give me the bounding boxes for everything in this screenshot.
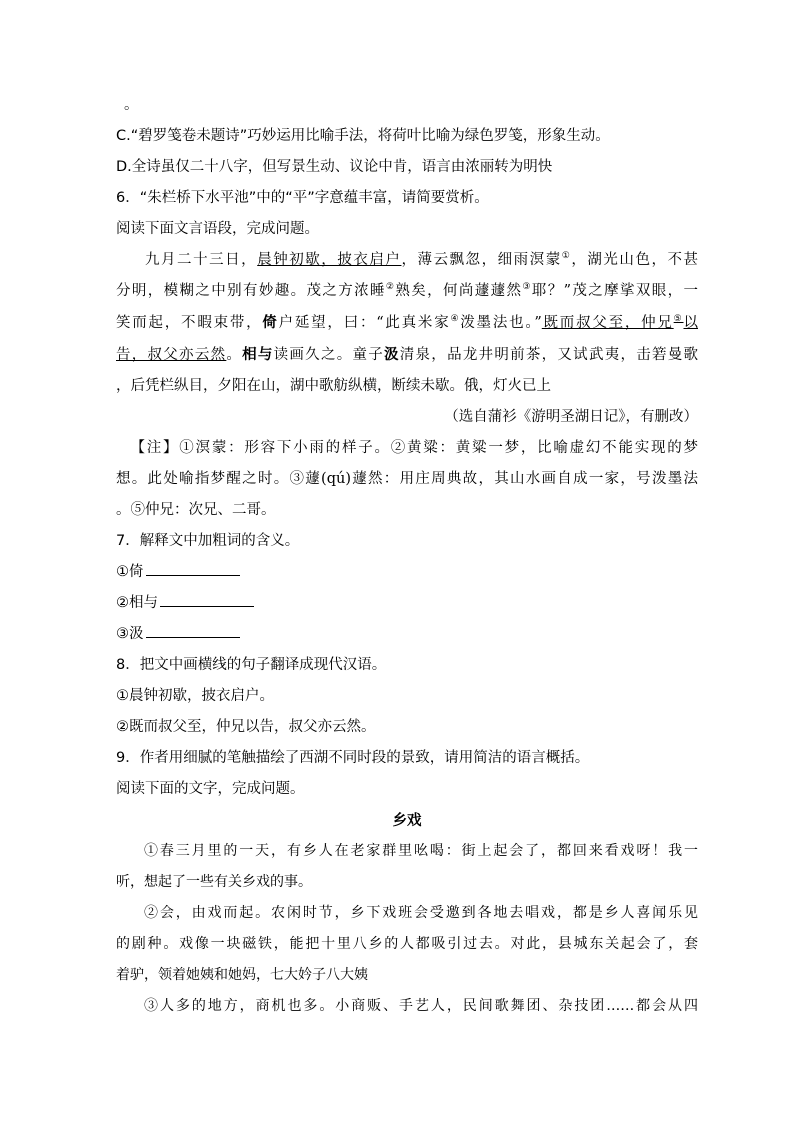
- q7-item-2: ②相与: [116, 588, 698, 619]
- classical-source: （选自蒲衫《游明圣湖日记》，有删改）: [444, 409, 698, 425]
- q8-item-2: ②既而叔父至，仲兄以告，叔父亦云然。: [116, 719, 376, 735]
- classical-line-4: 告，叔父亦云然。相与读画久之。童子汲清泉，品龙井明前茶，又试武夷，击箬曼歌: [116, 346, 699, 363]
- q7-item-3: ③汲: [116, 619, 698, 650]
- classical-line-1: 九月二十三日，晨钟初歇，披衣启户，薄云飘忽，细雨溟蒙①，湖光山色，不甚: [145, 251, 699, 268]
- question-7: 7．解释文中加粗词的含义。: [116, 533, 300, 549]
- note-line-3: 。⑤仲兄：次兄、二哥。: [116, 502, 276, 518]
- classical-intro: 阅读下面文言语段，完成问题。: [116, 221, 319, 237]
- passage-p2-line-3: 着驴，领着她姨和她妈，七大妗子八大姨: [116, 967, 368, 983]
- passage-p2-line-2: 的剧种。戏像一块磁铁，能把十里八乡的人都吸引过去。对此，县城东关起会了，套: [116, 936, 698, 952]
- answer-blank[interactable]: [146, 623, 240, 639]
- fragment-line: 。: [124, 97, 139, 113]
- passage-p3-line-1: ③人多的地方，商机也多。小商贩、手艺人，民间歌舞团、杂技团……都会从四: [144, 998, 698, 1014]
- classical-line-2: 分明，模糊之中别有妙趣。茂之方浓睡②熟矣，何尚蘧蘧然③耶？”茂之摩挲双眼，一: [116, 282, 699, 299]
- option-d: D.全诗虽仅二十八字，但写景生动、议论中肯，语言由浓丽转为明快: [116, 159, 553, 175]
- q8-item-1: ①晨钟初歇，披衣启户。: [116, 688, 274, 704]
- passage-p1-line-2: 听，想起了一些有关乡戏的事。: [116, 874, 312, 890]
- option-c: C.“碧罗笺卷未题诗”巧妙运用比喻手法，将荷叶比喻为绿色罗笺，形象生动。: [116, 128, 610, 144]
- passage-p1-line-1: ①春三月里的一天，有乡人在老家群里吆喝：街上起会了，都回来看戏呀！我一: [144, 843, 698, 859]
- question-9: 9．作者用细腻的笔触描绘了西湖不同时段的景致，请用简洁的语言概括。: [116, 750, 590, 766]
- underlined-sentence-2-end: 告，叔父亦云然: [116, 347, 227, 363]
- bold-word-xiangyu: 相与: [242, 346, 274, 363]
- classical-line-5: ，后凭栏纵目，夕阳在山，湖中歌舫纵横，断续未歇。俄，灯火已上: [116, 378, 551, 394]
- note-line-1: 【注】①溟蒙：形容下小雨的样子。②黄粱：黄粱一梦，比喻虚幻不能实现的梦: [130, 440, 698, 456]
- answer-blank[interactable]: [160, 592, 254, 608]
- question-6: 6．“朱栏桥下水平池”中的“平”字意蕴丰富，请简要赏析。: [116, 190, 489, 206]
- answer-blank[interactable]: [146, 561, 240, 577]
- q7-item-1: ①倚: [116, 557, 698, 588]
- exam-page: [116, 90, 698, 1022]
- question-8: 8．把文中画横线的句子翻译成现代汉语。: [116, 657, 387, 673]
- bold-word-ji: 汲: [384, 346, 400, 363]
- classical-line-3: 笑而起，不暇束带，倚户延望，曰：“此真米家④泼墨法也。”既而叔父至，仲兄⑤以: [116, 314, 698, 331]
- modern-passage: [116, 836, 698, 1022]
- underlined-sentence-1: 晨钟初歇，披衣启户: [257, 252, 402, 268]
- passage-title: 乡戏: [392, 812, 422, 829]
- bold-word-yi: 倚: [262, 314, 279, 331]
- note-line-2: 想。此处喻指梦醒之时。③蘧(qú)蘧然：用庄周典故，其山水画自成一家，号泼墨法: [116, 471, 698, 487]
- modern-intro: 阅读下面的文字，完成问题。: [116, 781, 305, 797]
- underlined-sentence-2-start: 既而叔父至，仲兄: [541, 315, 674, 331]
- passage-p2-line-1: ②会，由戏而起。农闲时节，乡下戏班会受邀到各地去唱戏，都是乡人喜闻乐见: [144, 905, 698, 921]
- classical-notes: [116, 433, 698, 526]
- classical-passage: [116, 245, 698, 433]
